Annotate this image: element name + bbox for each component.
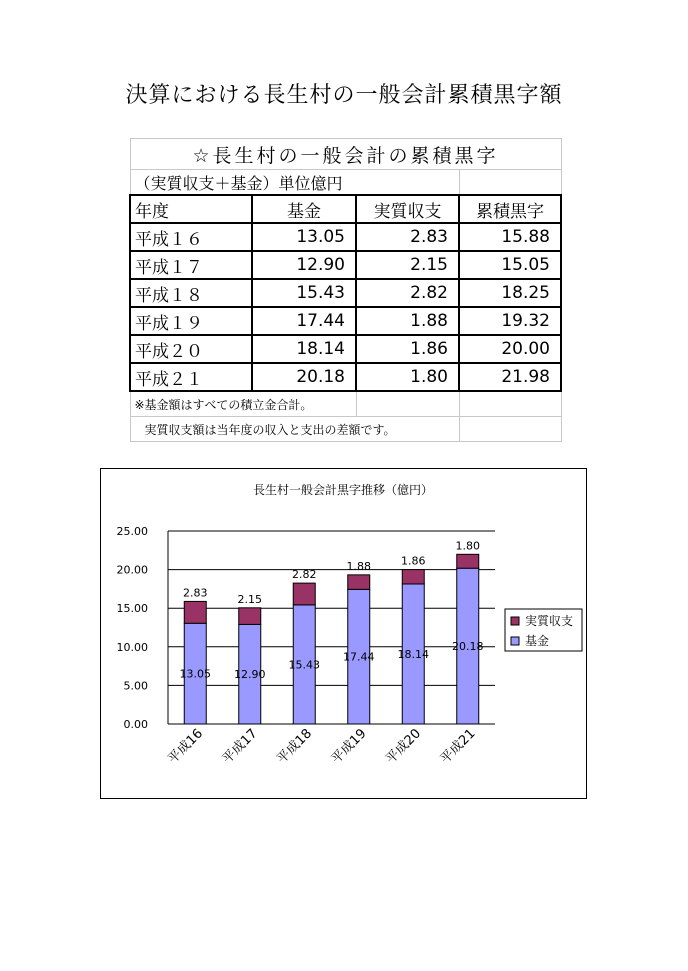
data-label-fund: 20.18 xyxy=(452,640,484,654)
y-tick-label: 20.00 xyxy=(116,563,148,577)
empty-cell xyxy=(356,391,459,417)
y-tick-label: 5.00 xyxy=(123,679,148,693)
y-tick-label: 10.00 xyxy=(116,640,148,654)
bar-balance xyxy=(184,601,206,623)
bar-balance xyxy=(457,554,479,568)
x-tick-label: 平成19 xyxy=(328,726,370,767)
cell-cumulative: 19.32 xyxy=(459,307,561,335)
cell-balance: 1.80 xyxy=(356,363,459,391)
table-note-fund: ※基金額はすべての積立金合計。 xyxy=(130,391,356,417)
cell-fund: 20.18 xyxy=(252,363,356,391)
cell-balance: 1.86 xyxy=(356,335,459,363)
x-tick-label: 平成18 xyxy=(274,726,316,767)
cell-cumulative: 18.25 xyxy=(459,279,561,307)
bar-balance xyxy=(239,608,261,625)
empty-cell xyxy=(459,391,561,417)
data-label-balance: 1.86 xyxy=(401,554,426,568)
cell-fund: 18.14 xyxy=(252,335,356,363)
data-label-fund: 13.05 xyxy=(179,667,211,681)
header-cumulative: 累積黒字 xyxy=(459,195,561,223)
table-row xyxy=(130,307,561,335)
bar-balance xyxy=(293,583,315,605)
cell-cumulative: 20.00 xyxy=(459,335,561,363)
legend-label: 実質収支 xyxy=(525,614,574,628)
x-tick-label: 平成21 xyxy=(437,726,479,767)
header-year: 年度 xyxy=(130,195,252,223)
header-fund: 基金 xyxy=(252,195,356,223)
cell-fund: 12.90 xyxy=(252,251,356,279)
data-label-balance: 1.88 xyxy=(346,559,371,573)
cell-year: 平成２１ xyxy=(130,363,252,391)
cell-balance: 1.88 xyxy=(356,307,459,335)
y-tick-label: 15.00 xyxy=(116,602,148,616)
empty-cell xyxy=(459,417,561,442)
cell-cumulative: 15.88 xyxy=(459,223,561,251)
cell-year: 平成１６ xyxy=(130,223,252,251)
cell-cumulative: 15.05 xyxy=(459,251,561,279)
cell-fund: 13.05 xyxy=(252,223,356,251)
table-row xyxy=(130,223,561,251)
table-note-balance: 実質収支額は当年度の収入と支出の差額です。 xyxy=(130,417,459,442)
table-subtitle: （実質収支＋基金）単位億円 xyxy=(130,170,459,196)
x-tick-label: 平成17 xyxy=(219,726,261,767)
table-row xyxy=(130,251,561,279)
legend-swatch xyxy=(511,617,519,625)
data-label-fund: 15.43 xyxy=(288,658,320,672)
cell-year: 平成１８ xyxy=(130,279,252,307)
cell-balance: 2.82 xyxy=(356,279,459,307)
data-label-fund: 12.90 xyxy=(234,668,266,682)
bar-balance xyxy=(348,575,370,590)
cell-year: 平成１７ xyxy=(130,251,252,279)
cell-year: 平成２０ xyxy=(130,335,252,363)
cell-balance: 2.83 xyxy=(356,223,459,251)
cell-year: 平成１９ xyxy=(130,307,252,335)
summary-table xyxy=(129,138,562,442)
data-label-balance: 2.83 xyxy=(183,586,208,600)
chart-frame xyxy=(100,468,587,799)
table-row xyxy=(130,335,561,363)
y-tick-label: 0.00 xyxy=(123,718,148,731)
table-header-row xyxy=(130,195,561,223)
table-row xyxy=(130,279,561,307)
data-label-fund: 18.14 xyxy=(397,647,429,661)
data-label-balance: 2.82 xyxy=(292,568,317,582)
cell-fund: 17.44 xyxy=(252,307,356,335)
x-tick-label: 平成16 xyxy=(165,726,207,767)
header-balance: 実質収支 xyxy=(356,195,459,223)
data-label-fund: 17.44 xyxy=(343,650,375,664)
cell-fund: 15.43 xyxy=(252,279,356,307)
data-label-balance: 2.15 xyxy=(237,592,262,606)
data-label-balance: 1.80 xyxy=(455,539,480,553)
table-title: ☆長生村の一般会計の累積黒字 xyxy=(130,139,561,170)
stacked-bar-chart xyxy=(101,469,586,798)
bar-balance xyxy=(402,570,424,584)
x-tick-label: 平成20 xyxy=(383,726,425,767)
legend-label: 基金 xyxy=(525,634,550,648)
y-tick-label: 25.00 xyxy=(116,525,148,538)
legend-swatch xyxy=(511,637,519,645)
empty-cell xyxy=(459,170,561,196)
chart-title: 長生村一般会計黒字推移（億円） xyxy=(252,483,434,497)
cell-cumulative: 21.98 xyxy=(459,363,561,391)
cell-balance: 2.15 xyxy=(356,251,459,279)
page-title: 決算における長生村の一般会計累積黒字額 xyxy=(125,83,563,108)
table-row xyxy=(130,363,561,391)
